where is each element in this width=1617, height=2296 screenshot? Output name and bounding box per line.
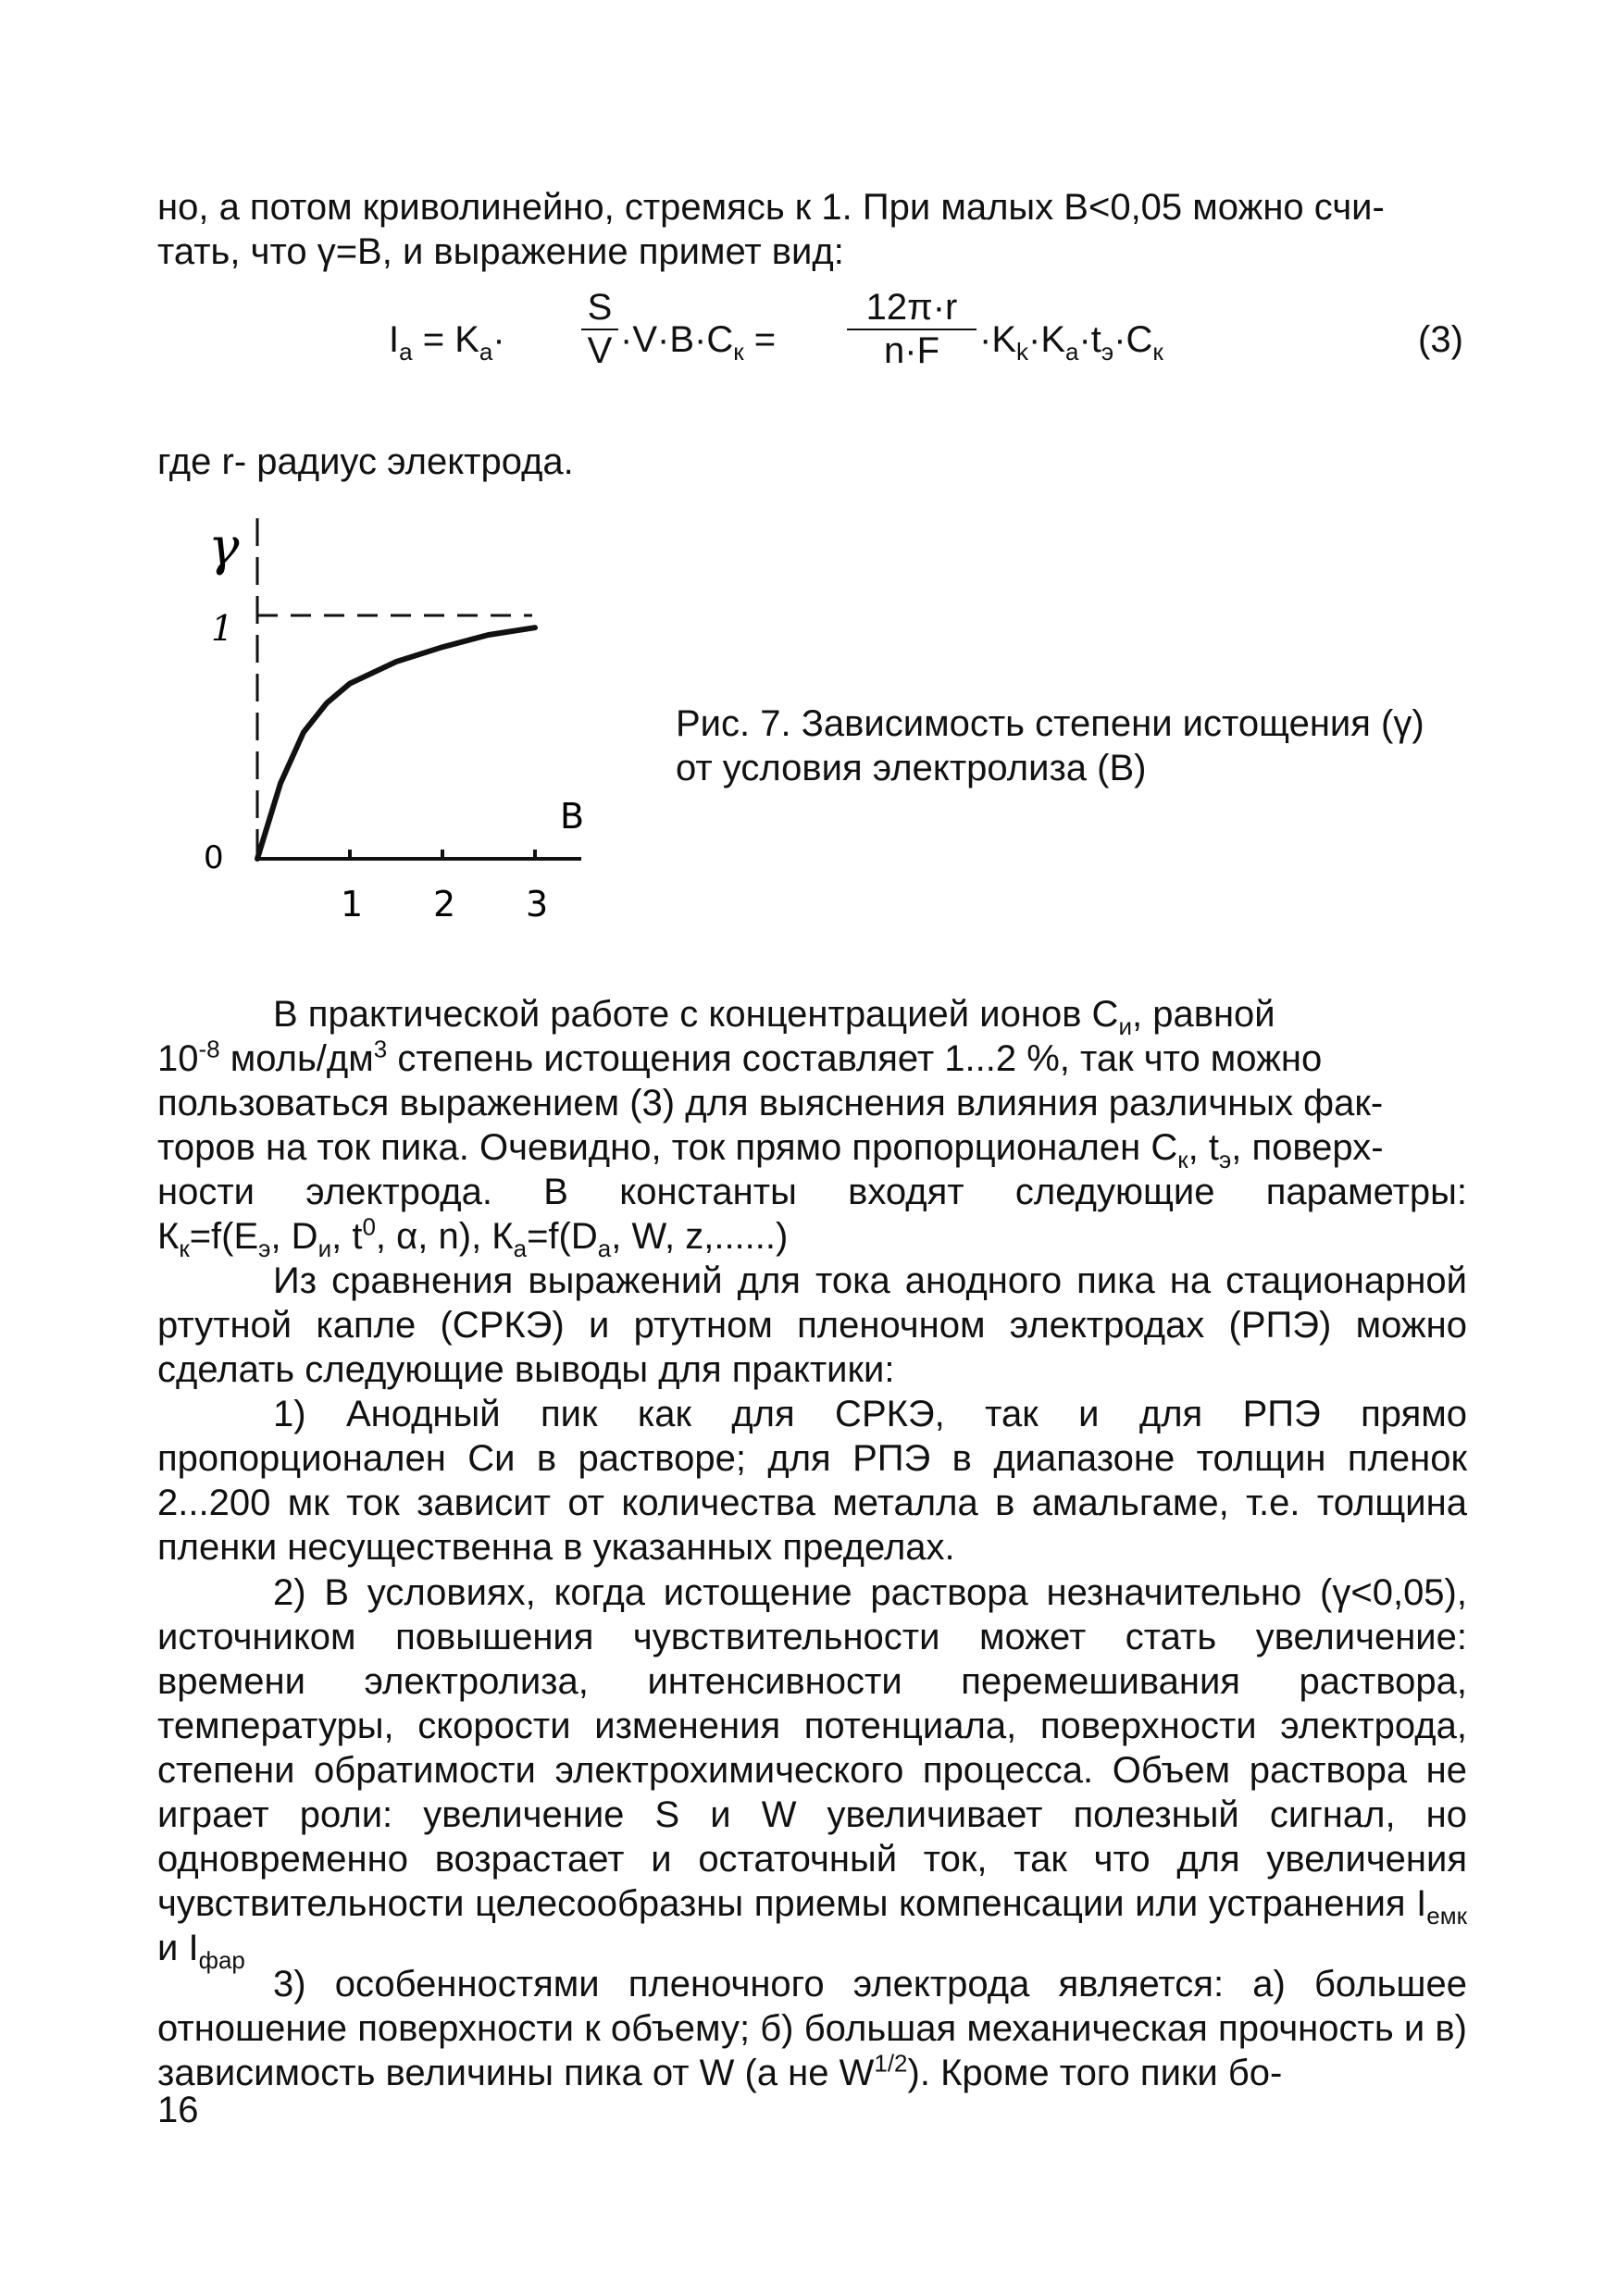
- formula-3: [389, 282, 1314, 393]
- list-item-3: 3) особенностями пленочного электрода является: а) большее отношение поверхности к объему; б) большая механическая прочность и в) зависимость величины пика от W (а не $W^{1/2}$). Кроме того пики бо-: [157, 1964, 1467, 2093]
- y-tick-label: 1: [211, 608, 234, 649]
- x-tick-label-1: 1: [341, 884, 364, 925]
- fraction-12pi-r: 12π·r n·F: [847, 287, 976, 371]
- y-axis-label: γ: [208, 517, 240, 577]
- p1-line-4: торов на ток пика. Очевидно, ток прямо пропорционален $С_к$, $t_э$, поверх-: [157, 1127, 1384, 1173]
- p1-line-6: $К_к=f(Е_э$, $D_и$, $t^0$, α, n), $К_а=f(D_а$, W, z,......): [157, 1212, 789, 1262]
- page-number: 16: [157, 2090, 199, 2130]
- formula-tail: $\cdot K_k\cdot K_а\cdot t_э\cdot C_к$: [979, 319, 1163, 366]
- formula-middle: $\cdot V\cdot B\cdot C_к$ =: [620, 319, 777, 366]
- caption-line-1: Рис. 7. Зависимость степени истощения (γ): [676, 703, 1424, 744]
- caption-line-2: от условия электролиза (В): [676, 748, 1147, 788]
- x-tick-label-3: 3: [526, 884, 549, 925]
- paragraph-1: [157, 992, 1467, 1262]
- origin-label: 0: [204, 839, 224, 876]
- x-tick-label-2: 2: [433, 884, 456, 925]
- p1-line-5: ности электрода. В константы входят следующие параметры:: [157, 1172, 1467, 1212]
- formula-lhs: $I_а = K_а\cdot$: [389, 319, 505, 366]
- fraction-s-v: S V: [581, 287, 618, 371]
- x-ticks: [341, 850, 548, 925]
- intro-line-2: тать, что γ=В, и выражение примет вид:: [157, 231, 844, 272]
- p1-line-2: $10^{-8}$ моль/$дм^3$ степень истощения составляет 1...2 %, так что можно: [157, 1035, 1323, 1079]
- list-item-2: 2) В условиях, когда истощение раствора незначительно (γ<0,05), источником повышения чувствительности может стать увеличение: времени электролиза, интенсивности перемешивания раствора, температуры, скорости изменения потенциала, поверхности электрода, степени обратимости электрохимического процесса. Объем раствора не играет роли: увеличение S и W увеличивает полезный сигнал, но одновременно возрастает и остаточный ток, так что для увеличения чувствительности целесообразны приемы компенсации или устранения $I_{емк}$ и $I_{фар}$: [157, 1572, 1467, 1974]
- p1-line-1: В практической работе с концентрацией ионов $С_и$, равной: [273, 994, 1275, 1040]
- list-item-1: 1) Анодный пик как для СРКЭ, так и для РПЭ прямо пропорционален Си в растворе; для РПЭ в диапазоне толщин пленок 2...200 мк ток зависит от количества металла в амальгаме, т.е. толщина пленки несущественна в указанных пределах.: [157, 1394, 1467, 1568]
- depletion-chart: [185, 500, 611, 944]
- p1-line-3: пользоваться выражением (3) для выяснения влияния различных фак-: [157, 1083, 1384, 1123]
- x-axis-label: B: [560, 796, 585, 837]
- intro-line-1: но, а потом криволинейно, стремясь к 1. При малых В<0,05 можно счи-: [157, 187, 1385, 228]
- paragraph-2: Из сравнения выражений для тока анодного пика на стационарной ртутной капле (СРКЭ) и ртутном пленочном электродах (РПЭ) можно сделать следующие выводы для практики:: [157, 1260, 1467, 1390]
- depletion-curve: [257, 627, 535, 859]
- figure-caption: [676, 701, 1509, 790]
- where-line: где r- радиус электрода.: [157, 441, 574, 482]
- intro-paragraph: [157, 185, 1467, 274]
- equation-number: (3): [1418, 319, 1463, 360]
